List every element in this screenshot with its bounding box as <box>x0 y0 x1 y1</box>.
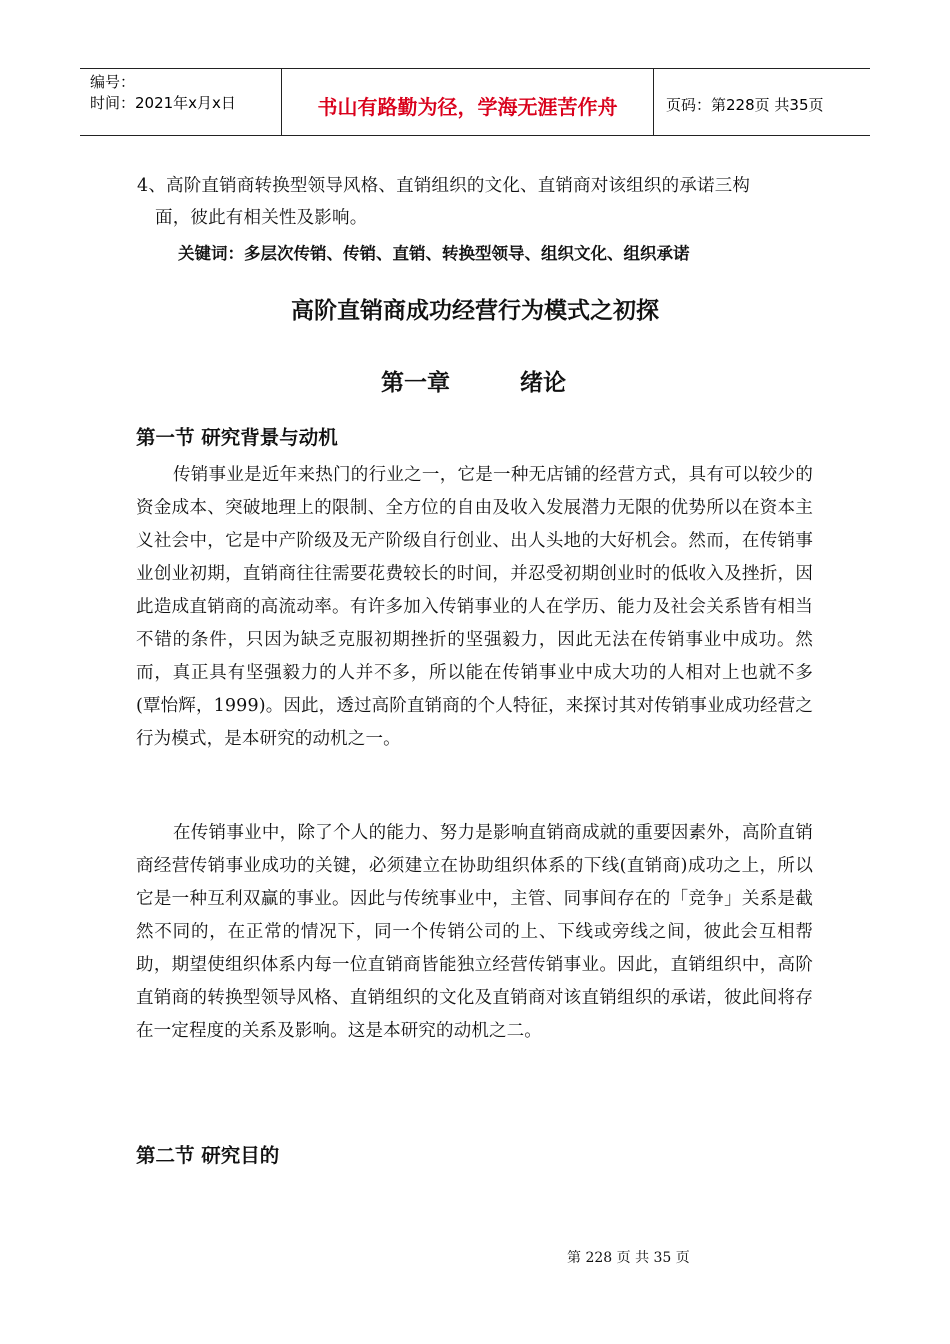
page-header <box>80 68 870 136</box>
header-motto: 书山有路勤为径，学海无涯苦作舟 <box>281 69 654 135</box>
section-1-paragraph-2: 在传销事业中，除了个人的能力、努力是影响直销商成就的重要因素外，高阶直销商经营传销事业成功的关键，必须建立在协助组织体系的下线(直销商)成功之上，所以它是一种互利双赢的事业。因此与传统事业中，主管、同事间存在的「竞争」关系是截然不同的，在正常的情况下，同一个传销公司的上、下线或旁线之间，彼此会互相帮助，期望使组织体系内每一位直销商皆能独立经营传销事业。因此，直销组织中，高阶直销商的转换型领导风格、直销组织的文化及直销商对该直销组织的承诺，彼此间将存在一定程度的关系及影响。这是本研究的动机之二。 <box>136 823 813 1041</box>
header-meta <box>80 69 281 135</box>
chapter-title: 绪论 <box>520 370 566 396</box>
chapter-number: 第一章 <box>381 370 450 396</box>
section-heading-2: 第二节 研究目的 <box>136 1144 280 1167</box>
document-date: 时间：2021年x月x日 <box>90 94 236 112</box>
section-1-paragraph-1: 传销事业是近年来热门的行业之一，它是一种无店铺的经营方式，具有可以较少的资金成本、突破地理上的限制、全方位的自由及收入发展潜力无限的优势所以在资本主义社会中，它是中产阶级及无产阶级自行创业、出人头地的大好机会。然而，在传销事业创业初期，直销商往往需要花费较长的时间，并忍受初期创业时的低收入及挫折，因此造成直销商的高流动率。有许多加入传销事业的人在学历、能力及社会关系皆有相当不错的条件，只因为缺乏克服初期挫折的坚强毅力，因此无法在传销事业中成功。然而，真正具有坚强毅力的人并不多，所以能在传销事业中成大功的人相对上也就不多(覃怡辉，1999)。因此，透过高阶直销商的个人特征，来探讨其对传销事业成功经营之行为模式，是本研究的动机之一。 <box>136 465 813 749</box>
document-title: 高阶直销商成功经营行为模式之初探 <box>291 298 659 324</box>
document-number-label: 编号： <box>90 73 136 91</box>
section-heading-1: 第一节 研究背景与动机 <box>136 426 338 449</box>
page-footer: 第 228 页 共 35 页 <box>567 1250 690 1266</box>
intro-item-4-line-1: 4、高阶直销商转换型领导风格、直销组织的文化、直销商对该组织的承诺三构 <box>137 176 751 196</box>
intro-item-4-line-2: 面，彼此有相关性及影响。 <box>155 208 368 228</box>
keywords: 关键词：多层次传销、传销、直销、转换型领导、组织文化、组织承诺 <box>178 244 690 263</box>
header-page-info: 页码：第228页 共35页 <box>666 95 824 114</box>
